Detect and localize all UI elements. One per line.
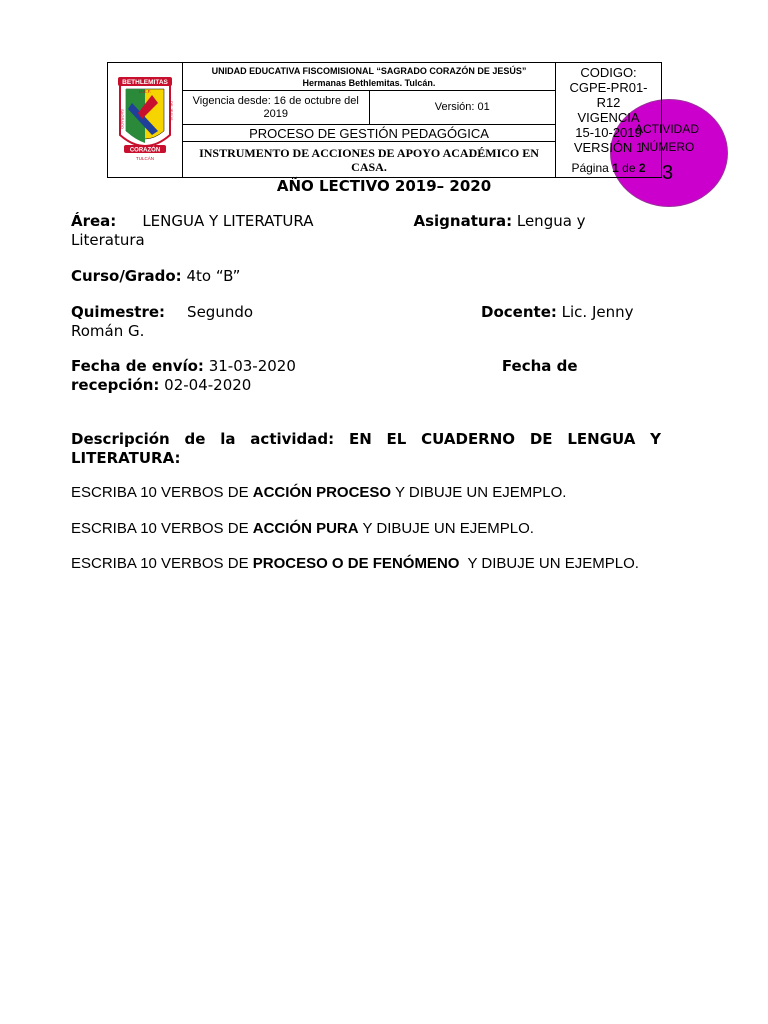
envio-value: 31-03-2020 — [208, 357, 296, 375]
task-3: ESCRIBA 10 VERBOS DE PROCESO O DE FENÓMENO Y DIBUJE UN EJEMPLO. — [71, 555, 639, 572]
quimestre-label: Quimestre: — [71, 303, 166, 321]
fechas-row — [71, 357, 661, 395]
school-year-title: AÑO LECTIVO 2019– 2020 — [276, 177, 492, 195]
asignatura-value: Lengua y Literatura — [71, 212, 586, 249]
logo-bottom-text: CORAZÓN — [129, 147, 161, 154]
logo-top-text: BETHLEMITAS — [122, 79, 168, 86]
code-line-2: CGPE-PR01- — [569, 80, 648, 95]
code-line-1: CODIGO: — [580, 65, 637, 80]
quimestre-row — [71, 303, 661, 341]
institution-line2: Hermanas Bethlemitas. Tulcán. — [302, 77, 436, 88]
docente-value: Lic. Jenny Román G. — [71, 303, 634, 340]
task-2: ESCRIBA 10 VERBOS DE ACCIÓN PURA Y DIBUJE UN EJEMPLO. — [71, 520, 534, 537]
code-line-4: VIGENCIA — [577, 110, 640, 125]
code-line-5: 15-10-2019 — [575, 125, 642, 140]
document-header — [107, 62, 662, 178]
area-value: LENGUA Y LITERATURA — [142, 212, 314, 230]
quimestre-value: Segundo — [187, 303, 254, 321]
task-3-verb-type: PROCESO O DE FENÓMENO — [252, 555, 460, 572]
envio-label: Fecha de envío: — [71, 357, 204, 375]
badge-line2: NÚMERO — [641, 140, 695, 154]
area-row — [71, 212, 661, 250]
school-logo-cell — [108, 63, 183, 178]
document-code-cell — [556, 63, 662, 178]
recepcion-label: Fecha de recepción: — [71, 357, 578, 394]
version-cell: Versión: 01 — [369, 91, 556, 125]
proceso-cell: PROCESO DE GESTIÓN PEDAGÓGICA — [183, 125, 556, 142]
logo-right-text: DE JESÚS — [169, 101, 174, 121]
area-label: Área: — [71, 212, 117, 230]
description-value: EN EL CUADERNO DE LENGUA Y LITERATURA: — [71, 430, 661, 467]
docente-label: Docente: — [481, 303, 557, 321]
logo-left-text: SAGRADO — [120, 109, 125, 130]
task-1: ESCRIBA 10 VERBOS DE ACCIÓN PROCESO Y DIBUJE UN EJEMPLO. — [71, 484, 567, 501]
code-line-6: VERSIÓN 1 — [573, 140, 644, 155]
task-1-verb-type: ACCIÓN PROCESO — [252, 484, 392, 501]
institution-line1: UNIDAD EDUCATIVA FISCOMISIONAL “SAGRADO CORAZÓN DE JESÚS” — [211, 65, 527, 76]
activity-description — [71, 430, 661, 468]
curso-label: Curso/Grado: — [71, 267, 182, 285]
institution-name-cell — [183, 63, 556, 91]
logo-sub-text: U.E.F. — [138, 89, 152, 94]
recepcion-value: 02-04-2020 — [164, 376, 252, 394]
curso-row — [71, 267, 661, 286]
asignatura-label: Asignatura: — [413, 212, 513, 230]
page-indicator: Página 1 de 2 — [571, 161, 646, 175]
code-line-3: R12 — [596, 95, 621, 110]
badge-number: 3 — [662, 162, 674, 184]
badge-line1: ACTIVIDAD — [635, 122, 700, 136]
school-logo — [112, 73, 178, 163]
logo-place-text: TULCÁN — [135, 156, 155, 161]
description-label: Descripción de la actividad: — [71, 430, 335, 448]
curso-value: 4to “B” — [186, 267, 241, 285]
task-2-verb-type: ACCIÓN PURA — [252, 520, 359, 537]
instrumento-cell: INSTRUMENTO DE ACCIONES DE APOYO ACADÉMICO EN CASA. — [183, 142, 556, 178]
vigencia-cell: Vigencia desde: 16 de octubre del 2019 — [183, 91, 370, 125]
